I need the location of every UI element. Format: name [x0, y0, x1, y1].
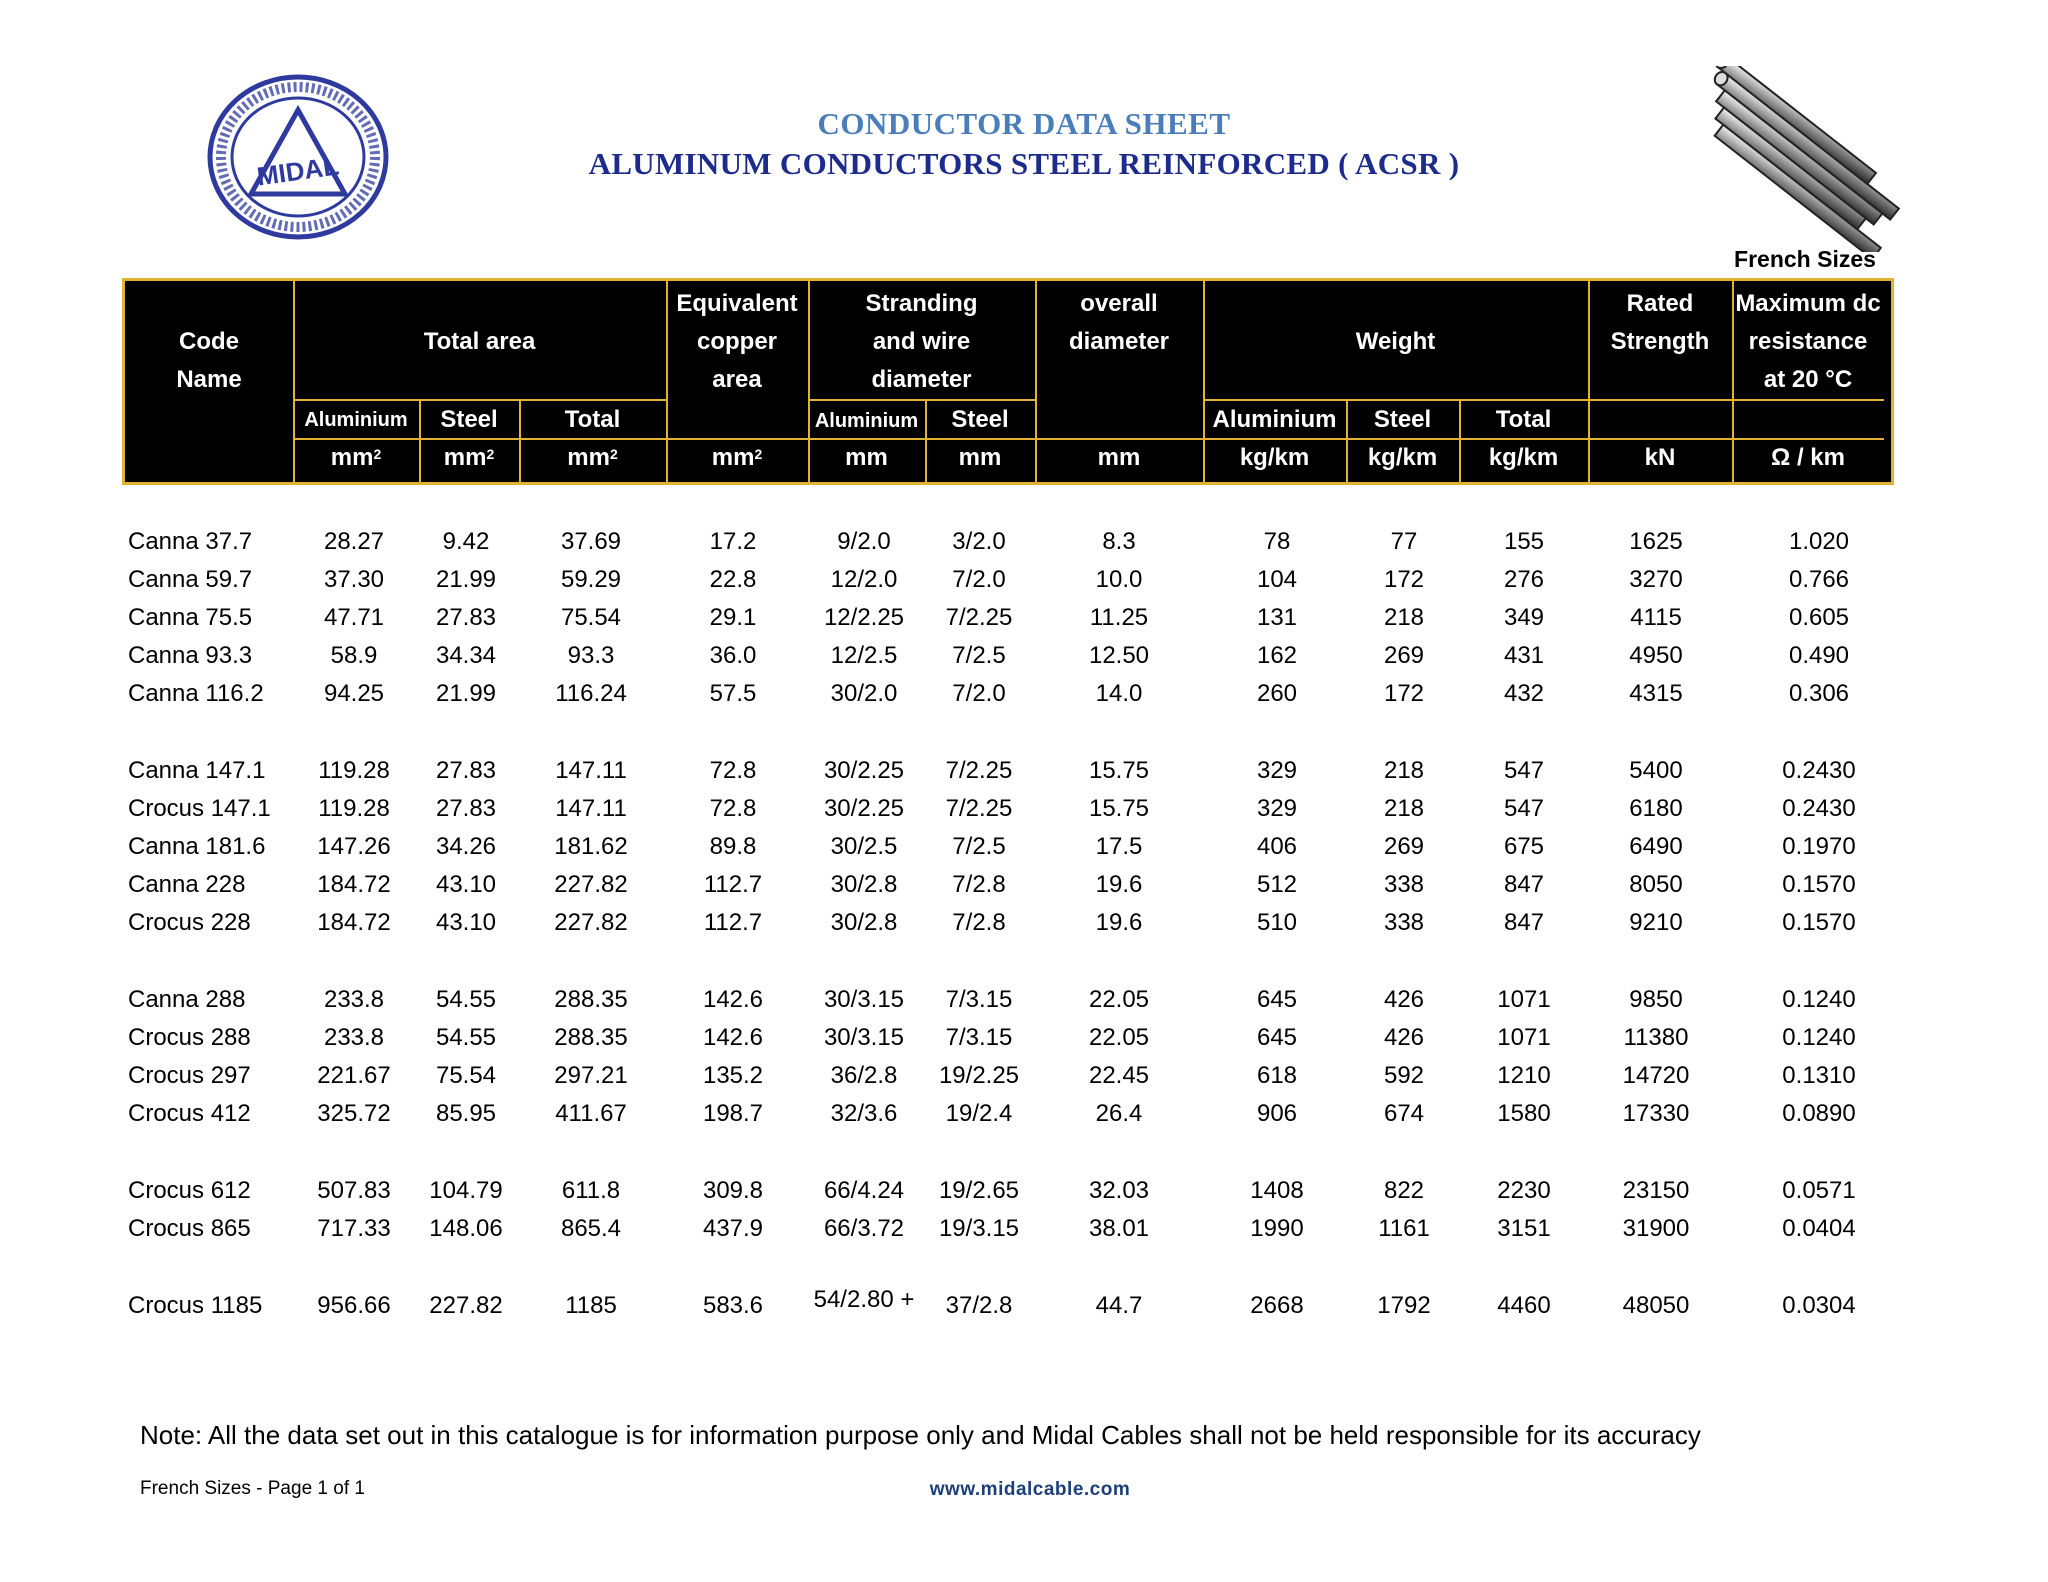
cell-overall-diameter: 8.3 [1102, 528, 1136, 555]
cell-steel-area: 43.10 [435, 909, 497, 936]
cell-weight-total: 2230 [1497, 1177, 1551, 1204]
cell-overall-diameter: 22.45 [1088, 1062, 1150, 1089]
cell-max-dc-resistance: 0.1970 [1782, 833, 1856, 860]
cell-weight-total: 432 [1503, 680, 1545, 707]
cell-overall-diameter: 44.7 [1095, 1292, 1143, 1319]
cell-weight-steel: 338 [1383, 871, 1425, 898]
cell-rated-strength: 23150 [1622, 1177, 1690, 1204]
cell-max-dc-resistance: 1.020 [1788, 528, 1850, 555]
cell-overall-diameter: 15.75 [1088, 757, 1150, 784]
cell-steel-area: 21.99 [435, 680, 497, 707]
col-strand-l2: and wire [872, 328, 971, 355]
cell-max-dc-resistance: 0.2430 [1782, 757, 1856, 784]
cell-weight-total: 431 [1503, 642, 1545, 669]
cell-equiv-copper: 583.6 [702, 1292, 764, 1319]
cell-total-area: 611.8 [561, 1177, 621, 1204]
page-indicator: French Sizes - Page 1 of 1 [140, 1478, 365, 1499]
cell-weight-total: 675 [1503, 833, 1545, 860]
cell-steel-area: 27.83 [435, 757, 497, 784]
cell-weight-al: 78 [1263, 528, 1291, 555]
cell-al-area: 58.9 [330, 642, 378, 669]
cell-code-name: Crocus 865 [128, 1215, 251, 1242]
cell-weight-total: 3151 [1497, 1215, 1551, 1242]
cell-weight-al: 329 [1256, 795, 1298, 822]
cell-strand-steel: 7/2.5 [952, 833, 1006, 860]
cable-illustration [1678, 66, 1918, 252]
cell-code-name: Canna 181.6 [128, 833, 266, 860]
cell-code-name: Crocus 1185 [128, 1292, 263, 1319]
cell-al-area: 221.67 [317, 1062, 391, 1089]
cell-weight-steel: 218 [1383, 604, 1425, 631]
sub-aluminium: Aluminium [304, 409, 408, 431]
cell-equiv-copper: 22.8 [709, 566, 757, 593]
cell-overall-diameter: 26.4 [1095, 1100, 1143, 1127]
cell-strand-steel: 7/2.8 [952, 871, 1006, 898]
cell-weight-steel: 77 [1390, 528, 1418, 555]
cell-strand-al: 66/3.72 [823, 1215, 905, 1242]
cell-strand-steel: 19/2.25 [938, 1062, 1020, 1089]
cell-al-area: 233.8 [323, 1024, 385, 1051]
cell-overall-diameter: 19.6 [1095, 871, 1143, 898]
cell-weight-steel: 338 [1383, 909, 1425, 936]
cell-total-area: 1185 [565, 1292, 617, 1319]
logo-text: MIDAL [255, 150, 341, 192]
cell-strand-steel: 3/2.0 [952, 528, 1006, 555]
cell-max-dc-resistance: 0.0304 [1782, 1292, 1856, 1319]
cell-strand-steel: 37/2.8 [945, 1292, 1013, 1319]
cell-strand-al: 30/2.8 [830, 909, 898, 936]
cell-equiv-copper: 57.5 [709, 680, 757, 707]
cell-code-name: Canna 116.2 [128, 680, 264, 707]
french-sizes-badge: French Sizes [1734, 246, 1876, 272]
cell-total-area: 181.62 [554, 833, 628, 860]
cell-max-dc-resistance: 0.1310 [1782, 1062, 1856, 1089]
cell-max-dc-resistance: 0.2430 [1782, 795, 1856, 822]
unit-equiv-area: $mm^2$ [711, 444, 763, 471]
cell-max-dc-resistance: 0.0404 [1782, 1215, 1856, 1242]
cell-max-dc-resistance: 0.1240 [1782, 1024, 1856, 1051]
cell-strand-steel: 19/3.15 [938, 1215, 1020, 1242]
cell-steel-area: 27.83 [435, 604, 497, 631]
cell-max-dc-resistance: 0.605 [1788, 604, 1850, 631]
cell-weight-al: 2668 [1250, 1292, 1304, 1319]
cell-al-area: 184.72 [317, 871, 391, 898]
cell-max-dc-resistance: 0.1240 [1782, 986, 1856, 1013]
unit-al-area: $mm^2$ [330, 444, 382, 471]
cell-max-dc-resistance: 0.1570 [1782, 909, 1856, 936]
cell-strand-steel: 19/2.65 [938, 1177, 1020, 1204]
cell-overall-diameter: 11.25 [1089, 604, 1149, 631]
unit-strand-steel: mm [958, 444, 1002, 471]
cell-steel-area: 21.99 [435, 566, 497, 593]
cell-total-area: 116.24 [555, 680, 627, 707]
cell-code-name: Crocus 297 [128, 1062, 251, 1089]
sub-steel: Steel [440, 406, 498, 433]
cell-strand-al: 30/2.25 [823, 757, 905, 784]
unit-ohm: Ω / km [1771, 444, 1845, 471]
col-overall-l1: overall [1080, 290, 1158, 317]
cell-strand-steel: 7/2.5 [952, 642, 1006, 669]
cell-total-area: 288.35 [554, 1024, 628, 1051]
cell-strand-al: 32/3.6 [830, 1100, 898, 1127]
page-title: CONDUCTOR DATA SHEET [817, 106, 1231, 141]
cell-steel-area: 227.82 [429, 1292, 503, 1319]
cell-total-area: 59.29 [560, 566, 622, 593]
cell-code-name: Canna 59.7 [128, 566, 253, 593]
cell-steel-area: 34.34 [435, 642, 497, 669]
cell-strand-steel: 7/2.25 [945, 604, 1013, 631]
cell-al-area: 47.71 [323, 604, 385, 631]
sub-total: Total [564, 406, 621, 433]
cell-al-area: 717.33 [317, 1215, 391, 1242]
cell-weight-steel: 218 [1383, 757, 1425, 784]
cell-weight-al: 618 [1256, 1062, 1298, 1089]
cell-weight-al: 260 [1256, 680, 1298, 707]
cell-weight-total: 1071 [1497, 986, 1551, 1013]
cell-rated-strength: 6490 [1629, 833, 1683, 860]
cell-weight-al: 645 [1256, 1024, 1298, 1051]
cell-weight-steel: 218 [1383, 795, 1425, 822]
cell-code-name: Crocus 412 [128, 1100, 251, 1127]
cell-weight-steel: 426 [1383, 1024, 1425, 1051]
cell-strand-al: 36/2.8 [830, 1062, 898, 1089]
cell-weight-al: 645 [1256, 986, 1298, 1013]
cell-equiv-copper: 135.2 [702, 1062, 764, 1089]
col-total-area: Total area [423, 328, 536, 355]
cell-equiv-copper: 17.2 [709, 528, 757, 555]
cell-rated-strength: 6180 [1629, 795, 1683, 822]
cell-weight-total: 1210 [1497, 1062, 1551, 1089]
col-maxdc-l2: resistance [1748, 328, 1868, 355]
cell-strand-al: 30/2.25 [823, 795, 905, 822]
cell-weight-total: 155 [1503, 528, 1545, 555]
cell-rated-strength: 4115 [1630, 604, 1682, 631]
cell-code-name: Crocus 612 [128, 1177, 251, 1204]
cell-total-area: 865.4 [560, 1215, 622, 1242]
cell-max-dc-resistance: 0.766 [1788, 566, 1850, 593]
cell-strand-steel: 7/3.15 [945, 1024, 1013, 1051]
sub-weight-aluminium: Aluminium [1212, 406, 1337, 433]
cell-rated-strength: 11380 [1623, 1024, 1689, 1051]
cell-total-area: 227.82 [554, 909, 628, 936]
unit-weight-steel: kg/km [1367, 444, 1438, 471]
cell-weight-steel: 172 [1383, 680, 1425, 707]
cell-rated-strength: 4950 [1629, 642, 1683, 669]
cell-strand-steel: 7/2.25 [945, 757, 1013, 784]
unit-overall: mm [1097, 444, 1141, 471]
cell-weight-total: 276 [1503, 566, 1545, 593]
cell-weight-al: 406 [1256, 833, 1298, 860]
cell-total-area: 93.3 [567, 642, 615, 669]
sub-strand-aluminium: Aluminium [814, 410, 919, 432]
cell-overall-diameter: 38.01 [1088, 1215, 1150, 1242]
cell-weight-total: 1580 [1497, 1100, 1551, 1127]
col-strand-l1: Stranding [865, 290, 978, 317]
cell-steel-area: 27.83 [435, 795, 497, 822]
cell-al-area: 507.83 [317, 1177, 391, 1204]
cell-weight-steel: 674 [1383, 1100, 1425, 1127]
cell-overall-diameter: 15.75 [1088, 795, 1150, 822]
cell-weight-al: 906 [1256, 1100, 1298, 1127]
cell-strand-al: 12/2.0 [830, 566, 898, 593]
cell-strand-steel: 19/2.4 [945, 1100, 1013, 1127]
cell-max-dc-resistance: 0.306 [1788, 680, 1850, 707]
cell-total-area: 297.21 [554, 1062, 628, 1089]
cell-equiv-copper: 198.7 [702, 1100, 764, 1127]
col-equiv-l2: copper [696, 328, 777, 355]
cell-code-name: Crocus 147.1 [128, 795, 271, 822]
cell-weight-steel: 822 [1383, 1177, 1425, 1204]
cell-strand-al: 30/2.8 [830, 871, 898, 898]
unit-weight-al: kg/km [1239, 444, 1310, 471]
cell-rated-strength: 4315 [1629, 680, 1683, 707]
cell-overall-diameter: 22.05 [1088, 1024, 1150, 1051]
cell-strand-al: 30/2.5 [830, 833, 898, 860]
cell-rated-strength: 14720 [1622, 1062, 1690, 1089]
sub-weight-total: Total [1495, 406, 1552, 433]
cell-steel-area: 148.06 [429, 1215, 503, 1242]
cell-al-area: 119.28 [318, 757, 390, 784]
cell-rated-strength: 9210 [1629, 909, 1683, 936]
cell-total-area: 147.11 [555, 795, 627, 822]
table-header [122, 278, 1894, 485]
cell-overall-diameter: 22.05 [1088, 986, 1150, 1013]
cell-steel-area: 34.26 [435, 833, 497, 860]
cell-overall-diameter: 32.03 [1088, 1177, 1150, 1204]
cell-rated-strength: 1625 [1629, 528, 1683, 555]
cell-code-name: Canna 93.3 [128, 642, 253, 669]
cell-equiv-copper: 112.7 [703, 871, 763, 898]
col-equiv-l3: area [712, 366, 762, 393]
cell-weight-steel: 592 [1383, 1062, 1425, 1089]
cell-weight-al: 1408 [1250, 1177, 1304, 1204]
cell-weight-steel: 1792 [1377, 1292, 1431, 1319]
sub-strand-steel: Steel [951, 406, 1009, 433]
unit-strand-al: mm [845, 444, 888, 471]
sub-weight-steel: Steel [1373, 406, 1432, 433]
cell-strand-al: 54/2.80 + [813, 1286, 915, 1313]
cell-strand-steel: 7/2.0 [952, 680, 1006, 707]
unit-weight-total: kg/km [1488, 444, 1559, 471]
page-subtitle: ALUMINUM CONDUCTORS STEEL REINFORCED ( ACSR ) [588, 146, 1460, 181]
cell-al-area: 233.8 [323, 986, 385, 1013]
cell-total-area: 411.67 [555, 1100, 627, 1127]
cell-strand-steel: 7/3.15 [945, 986, 1013, 1013]
cell-al-area: 956.66 [317, 1292, 391, 1319]
cell-steel-area: 85.95 [435, 1100, 497, 1127]
cell-total-area: 147.11 [555, 757, 627, 784]
cell-strand-al: 30/2.0 [830, 680, 898, 707]
cell-overall-diameter: 17.5 [1095, 833, 1143, 860]
cell-rated-strength: 8050 [1629, 871, 1683, 898]
cell-code-name: Canna 75.5 [128, 604, 253, 631]
col-weight: Weight [1355, 328, 1436, 355]
cell-weight-total: 349 [1503, 604, 1545, 631]
unit-total-area: $mm^2$ [567, 444, 618, 471]
cell-weight-steel: 426 [1383, 986, 1425, 1013]
cell-weight-al: 162 [1256, 642, 1298, 669]
cell-weight-total: 547 [1503, 795, 1545, 822]
cell-steel-area: 104.79 [429, 1177, 503, 1204]
cell-weight-al: 131 [1256, 604, 1298, 631]
col-equiv-l1: Equivalent [676, 290, 798, 317]
cell-steel-area: 75.54 [435, 1062, 497, 1089]
cell-steel-area: 43.10 [435, 871, 497, 898]
cell-total-area: 227.82 [554, 871, 628, 898]
cell-al-area: 147.26 [317, 833, 391, 860]
cell-strand-al: 66/4.24 [823, 1177, 905, 1204]
col-rated-l1: Rated [1626, 290, 1694, 317]
cell-weight-total: 547 [1503, 757, 1545, 784]
cell-equiv-copper: 72.8 [709, 795, 757, 822]
col-code-l2: Name [176, 366, 242, 393]
cell-overall-diameter: 14.0 [1095, 680, 1143, 707]
unit-steel-area: $mm^2$ [443, 444, 495, 471]
cell-strand-al: 9/2.0 [837, 528, 891, 555]
col-rated-l2: Strength [1610, 328, 1710, 355]
cell-weight-al: 329 [1256, 757, 1298, 784]
cell-equiv-copper: 309.8 [702, 1177, 764, 1204]
cell-code-name: Canna 147.1 [128, 757, 266, 784]
cell-weight-al: 510 [1256, 909, 1298, 936]
cell-strand-steel: 7/2.8 [952, 909, 1006, 936]
cell-rated-strength: 31900 [1622, 1215, 1690, 1242]
cell-weight-total: 1071 [1497, 1024, 1551, 1051]
cell-total-area: 37.69 [560, 528, 622, 555]
cell-rated-strength: 5400 [1629, 757, 1683, 784]
cell-steel-area: 54.55 [435, 1024, 497, 1051]
cell-rated-strength: 9850 [1629, 986, 1683, 1013]
cell-total-area: 75.54 [560, 604, 622, 631]
cell-weight-total: 4460 [1497, 1292, 1551, 1319]
cell-steel-area: 54.55 [435, 986, 497, 1013]
cell-al-area: 94.25 [323, 680, 385, 707]
cell-strand-al: 30/3.15 [823, 986, 905, 1013]
cell-equiv-copper: 89.8 [709, 833, 757, 860]
cell-max-dc-resistance: 0.1570 [1782, 871, 1856, 898]
cell-equiv-copper: 72.8 [709, 757, 757, 784]
cell-equiv-copper: 29.1 [709, 604, 757, 631]
cell-rated-strength: 17330 [1622, 1100, 1690, 1127]
cell-weight-steel: 269 [1383, 642, 1425, 669]
cell-weight-al: 512 [1256, 871, 1298, 898]
cell-equiv-copper: 142.6 [702, 986, 764, 1013]
cell-weight-total: 847 [1503, 871, 1545, 898]
cell-code-name: Crocus 288 [128, 1024, 251, 1051]
cell-weight-total: 847 [1503, 909, 1545, 936]
cell-equiv-copper: 142.6 [702, 1024, 764, 1051]
disclaimer-note: Note: All the data set out in this catalogue is for information purpose only and Midal Cables shall not be held responsible for its accuracy [140, 1420, 1701, 1450]
cell-rated-strength: 3270 [1629, 566, 1683, 593]
cell-strand-al: 12/2.25 [823, 604, 905, 631]
cell-al-area: 184.72 [317, 909, 391, 936]
cell-equiv-copper: 36.0 [709, 642, 757, 669]
cell-strand-steel: 7/2.0 [952, 566, 1006, 593]
cell-weight-steel: 172 [1383, 566, 1425, 593]
cell-code-name: Crocus 228 [128, 909, 251, 936]
cell-strand-al: 12/2.5 [830, 642, 898, 669]
cell-total-area: 288.35 [554, 986, 628, 1013]
cell-strand-steel: 7/2.25 [945, 795, 1013, 822]
cell-al-area: 119.28 [318, 795, 390, 822]
cell-code-name: Canna 288 [128, 986, 246, 1013]
cell-overall-diameter: 12.50 [1088, 642, 1150, 669]
cell-equiv-copper: 112.7 [703, 909, 763, 936]
cell-max-dc-resistance: 0.490 [1788, 642, 1850, 669]
col-strand-l3: diameter [871, 366, 972, 393]
cell-steel-area: 9.42 [442, 528, 490, 555]
cell-max-dc-resistance: 0.0571 [1782, 1177, 1856, 1204]
cell-code-name: Canna 228 [128, 871, 246, 898]
cell-rated-strength: 48050 [1622, 1292, 1690, 1319]
cell-weight-al: 1990 [1250, 1215, 1304, 1242]
cell-al-area: 37.30 [323, 566, 385, 593]
website-link[interactable]: www.midalcable.com [929, 1479, 1131, 1500]
col-overall-l2: diameter [1068, 328, 1170, 355]
cell-max-dc-resistance: 0.0890 [1782, 1100, 1856, 1127]
cell-code-name: Canna 37.7 [128, 528, 253, 555]
cell-overall-diameter: 10.0 [1095, 566, 1143, 593]
cell-equiv-copper: 437.9 [702, 1215, 764, 1242]
unit-kn: kN [1644, 444, 1676, 471]
cell-overall-diameter: 19.6 [1095, 909, 1143, 936]
col-code-l1: Code [179, 328, 239, 355]
col-maxdc-l1: Maximum dc [1735, 290, 1881, 317]
cell-weight-steel: 269 [1383, 833, 1425, 860]
cell-al-area: 28.27 [323, 528, 385, 555]
cell-weight-al: 104 [1256, 566, 1298, 593]
cell-weight-steel: 1161 [1378, 1215, 1430, 1242]
col-maxdc-l3: at 20 °C [1763, 366, 1853, 393]
cell-al-area: 325.72 [317, 1100, 391, 1127]
cell-strand-al: 30/3.15 [823, 1024, 905, 1051]
